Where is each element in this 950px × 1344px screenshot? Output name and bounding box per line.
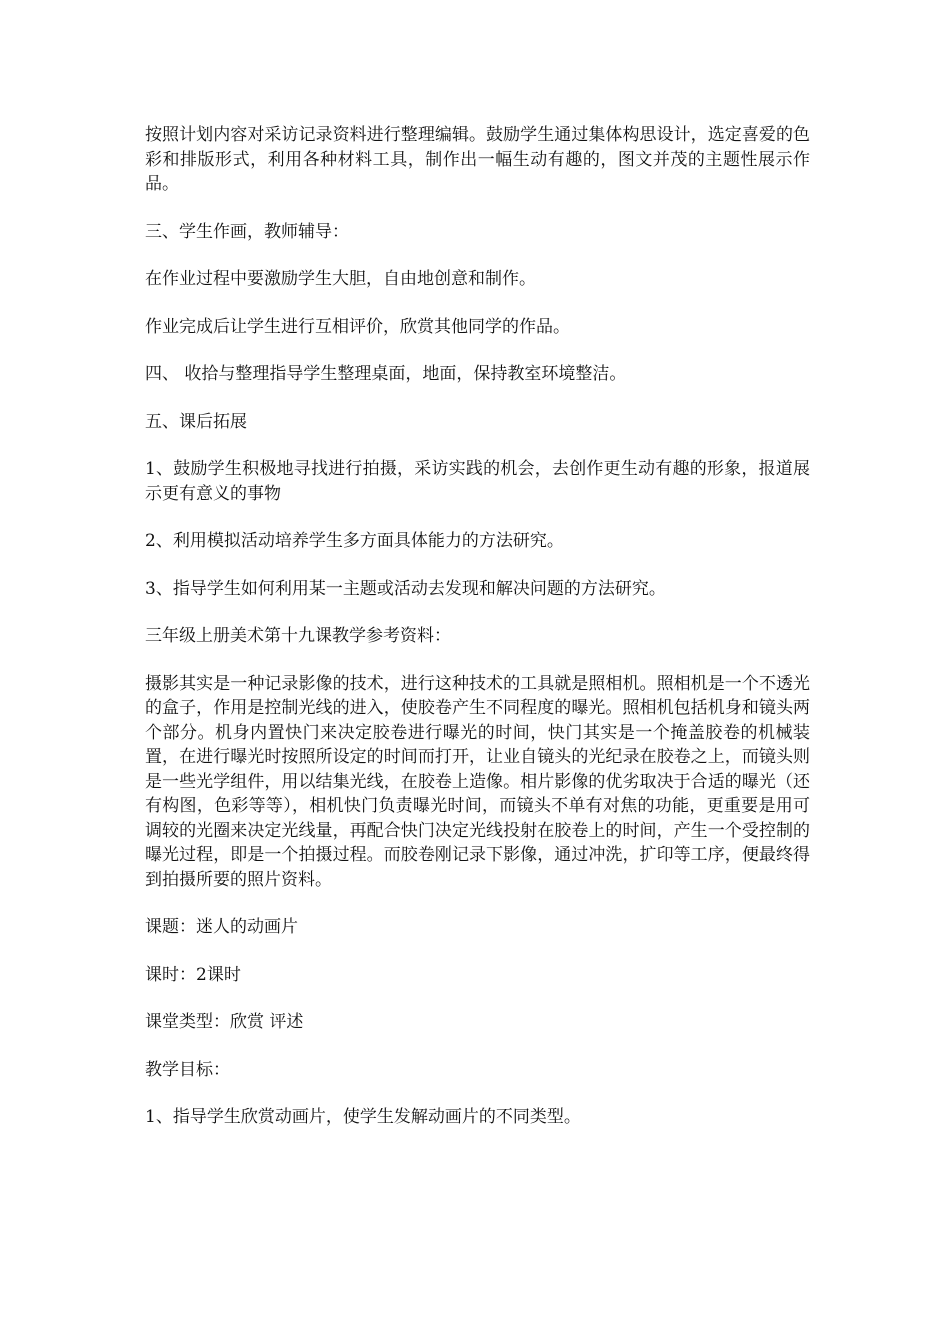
lesson-type: 课堂类型：欣赏 评述 (145, 1012, 304, 1032)
lesson-topic: 课题：迷人的动画片 (145, 917, 298, 937)
document-page (145, 123, 810, 1130)
lesson-hours: 课时：2课时 (145, 964, 241, 985)
heading-step-three: 三、学生作画，教师辅导： (145, 221, 349, 242)
paragraph-photography-reference: 摄影其实是一种记录影像的技术，进行这种技术的工具就是照相机。照相机是一个不透光的盒子，作用是控制光线的进入，使胶卷产生不同程度的曝光。照相机包括机身和镜头两个部分。机身内置快门来决定胶卷进行曝光的时间，快门其实是一个掩盖胶卷的机械装置，在进行曝光时按照所设定的时间而打开，让业自镜头的光纪录在胶卷之上，而镜头则是一些光学组件，用以结集光线，在胶卷上造像。相片影像的优劣取决于合适的曝光（还有构图，色彩等等），相机快门负责曝光时间，而镜头不单有对焦的功能，更重要是用可调较的光圈来决定光线量，再配合快门决定光线投射在胶卷上的时间，产生一个受控制的曝光过程，即是一个拍摄过程。而胶卷刚记录下影像，通过冲洗，扩印等工序，便最终得到拍摄所要的照片资料。 (145, 673, 810, 890)
heading-reference-material: 三年级上册美术第十九课教学参考资料： (145, 626, 451, 646)
paragraph-editing-instructions: 按照计划内容对采访记录资料进行整理编辑。鼓励学生通过集体构思设计，选定喜爱的色彩和排版形式，利用各种材料工具，制作出一幅生动有趣的，图文并茂的主题性展示作品。 (145, 125, 810, 194)
heading-step-five: 五、课后拓展 (145, 411, 247, 432)
list-item-goal-1: 1、指导学生欣赏动画片，使学生发解动画片的不同类型。 (145, 1107, 581, 1127)
list-item-extension-3: 3、指导学生如何利用某一主题或活动去发现和解决问题的方法研究。 (145, 578, 666, 599)
paragraph-encourage-creativity: 在作业过程中要激励学生大胆，自由地创意和制作。 (145, 269, 536, 289)
heading-teaching-goals: 教学目标： (145, 1059, 230, 1080)
heading-step-four: 四、 收拾与整理指导学生整理桌面，地面，保持教室环境整洁。 (145, 364, 627, 384)
list-item-extension-2: 2、利用模拟活动培养学生多方面具体能力的方法研究。 (145, 531, 564, 551)
list-item-extension-1: 1、鼓励学生积极地寻找进行拍摄，采访实践的机会，去创作更生动有趣的形象，报道展示更有意义的事物 (145, 459, 810, 504)
paragraph-peer-review: 作业完成后让学生进行互相评价，欣赏其他同学的作品。 (145, 316, 570, 337)
